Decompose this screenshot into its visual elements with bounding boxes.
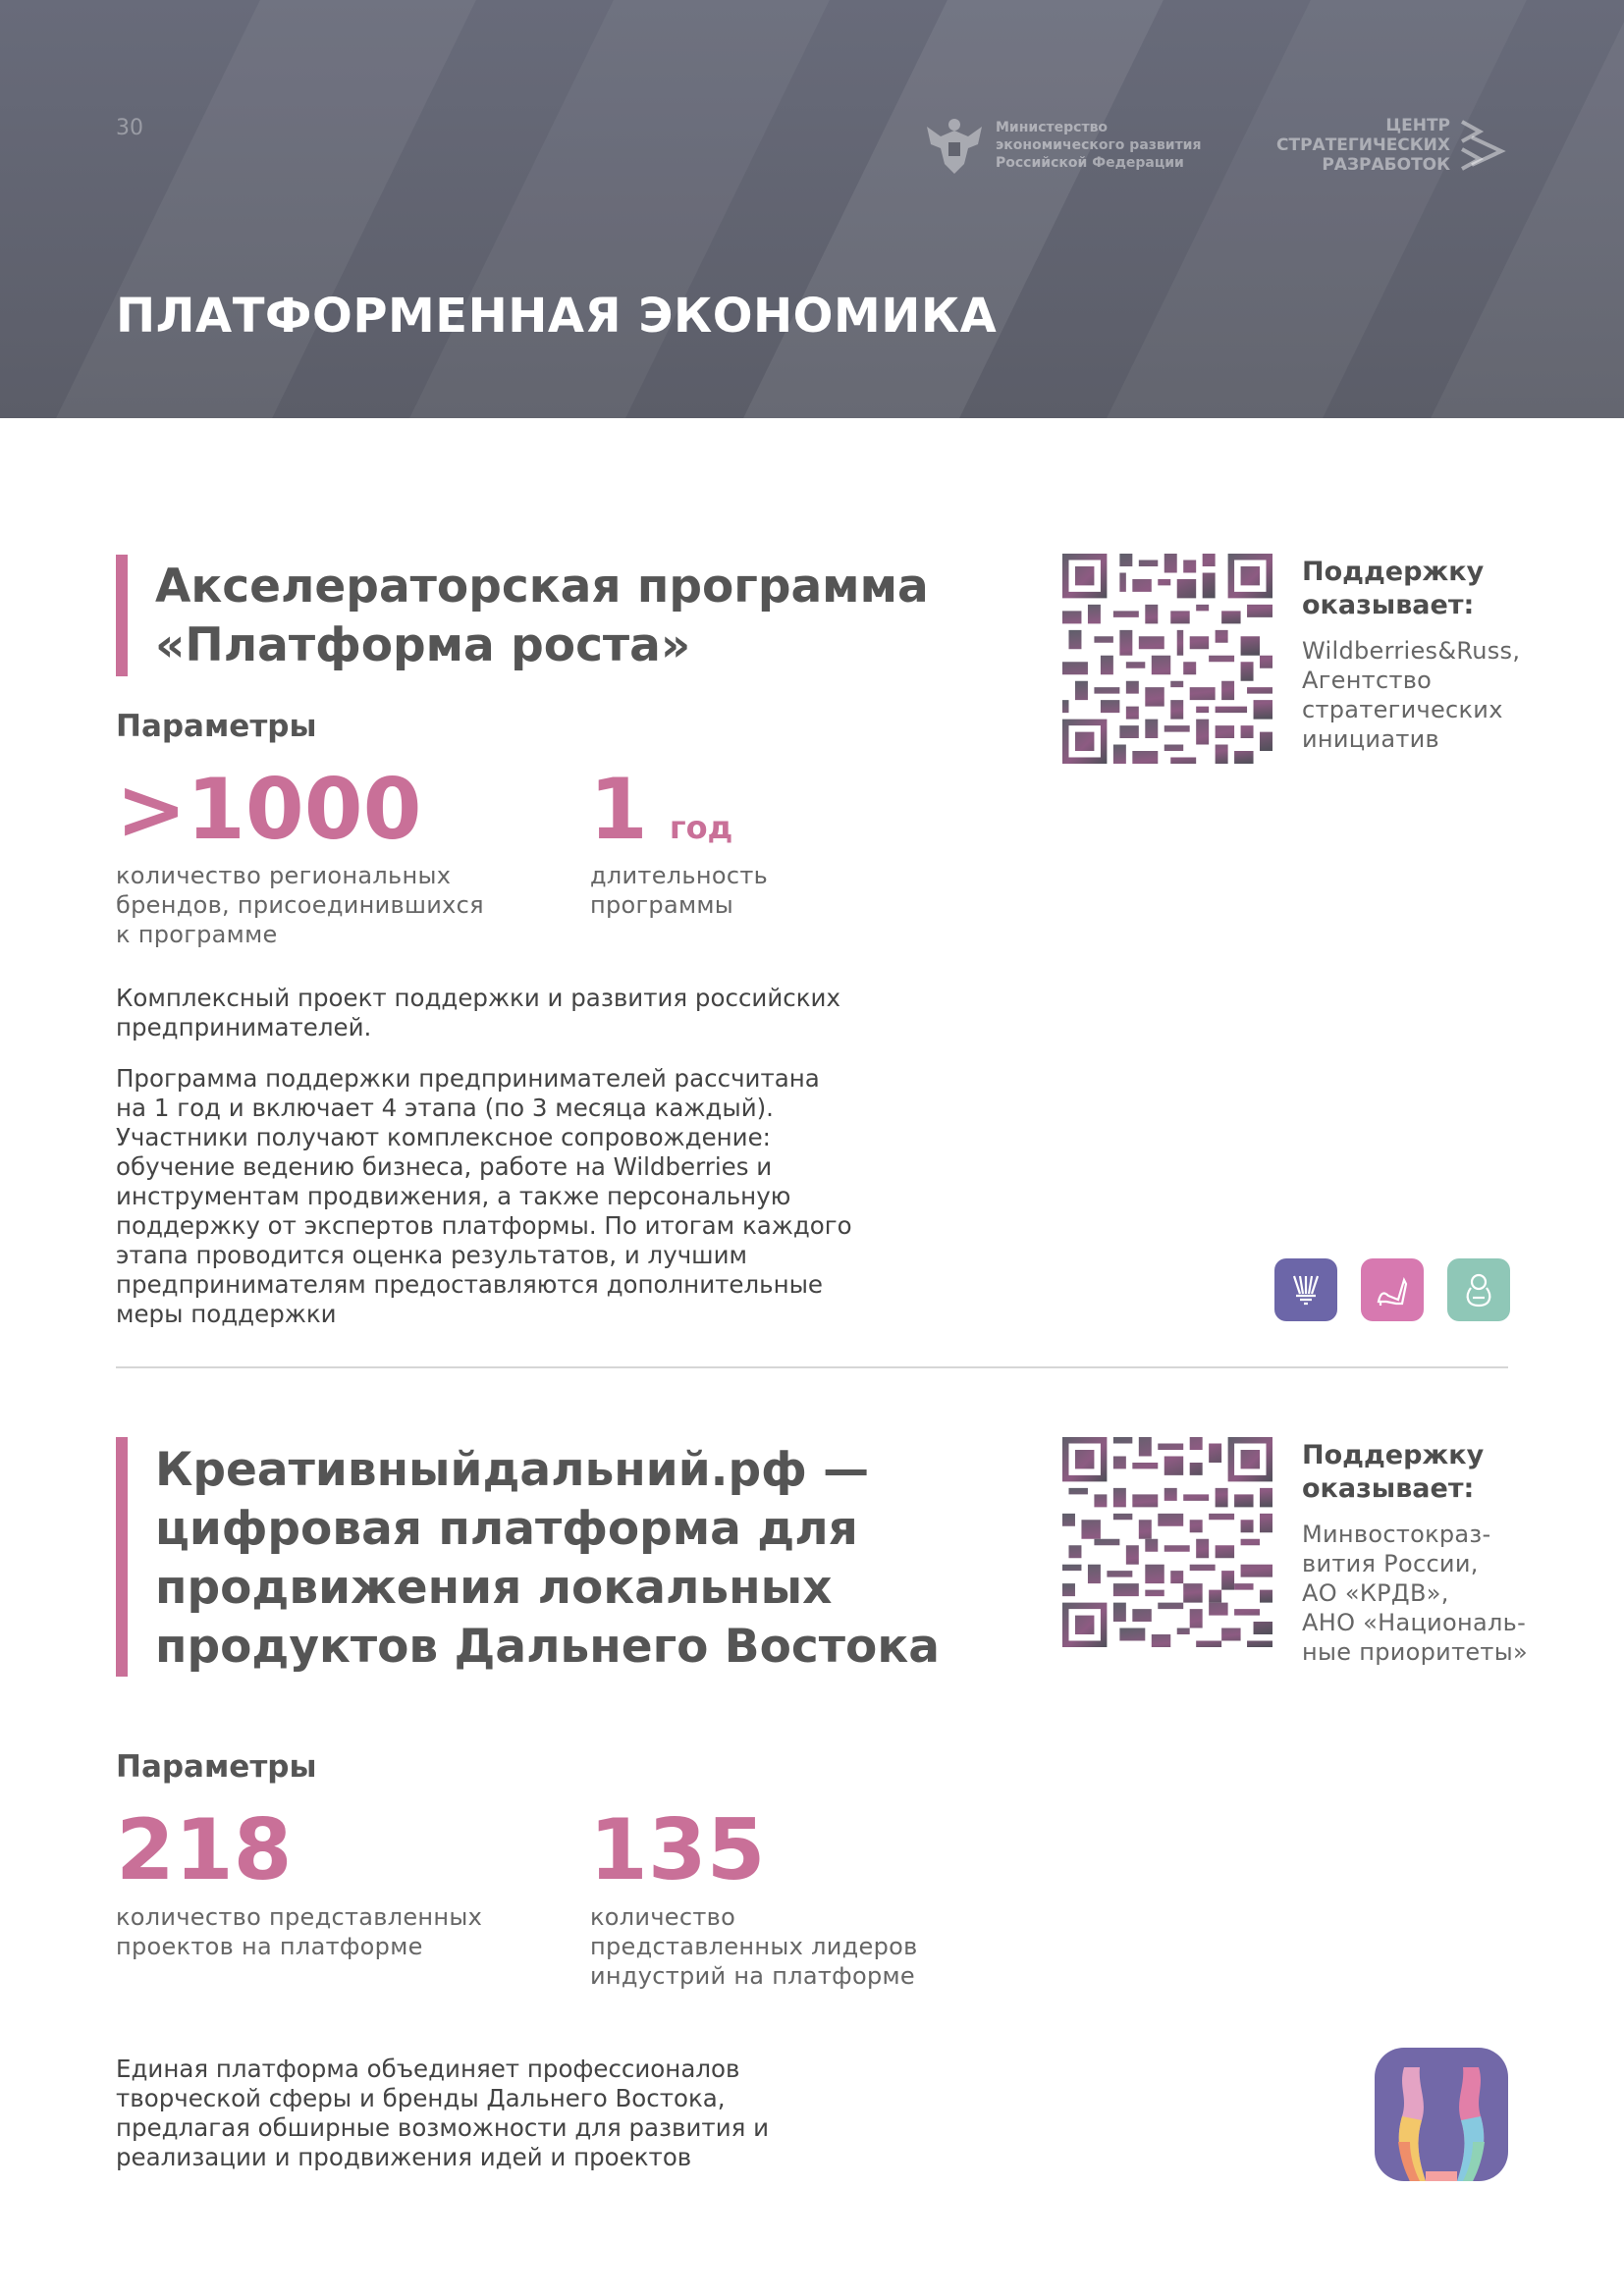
section2-support-heading: Поддержку оказывает: xyxy=(1302,1440,1485,1504)
section-divider xyxy=(116,1366,1508,1368)
section1-title: Акселераторская программа «Платформа роста» xyxy=(155,560,929,672)
section1-accent-bar xyxy=(116,555,128,676)
section2-qr-code[interactable] xyxy=(1062,1437,1272,1647)
csr-logo-text: ЦЕНТР СТРАТЕГИЧЕСКИХ РАЗРАБОТОК xyxy=(1276,116,1451,175)
matryoshka-icon xyxy=(1447,1258,1510,1321)
section2-stat1-desc: количество представленных проектов на платформе xyxy=(116,1903,483,1960)
section1-params-label: Параметры xyxy=(116,709,317,744)
section2-params-label: Параметры xyxy=(116,1749,317,1785)
section2-description-paragraph: Единая платформа объединяет профессионалов творческой сферы и бренды Дальнего Востока, предлагая обширные возможности для развития и реализации и продвижения идей и проектов xyxy=(116,2055,770,2171)
section1-qr-code[interactable] xyxy=(1062,554,1272,764)
section2-stat2-value: 135 xyxy=(589,1801,766,1899)
page-title: ПЛАТФОРМЕННАЯ ЭКОНОМИКА xyxy=(116,289,998,344)
high-heel-shoe-icon xyxy=(1361,1258,1424,1321)
csr-arrow-logo-icon xyxy=(1458,116,1509,175)
khokhloma-brush-icon xyxy=(1274,1258,1337,1321)
section1-stat1-desc: количество региональных брендов, присоединившихся к программе xyxy=(116,862,484,948)
section1-stat2-unit: год xyxy=(669,809,733,846)
section2-title: Креативныйдальний.рф — цифровая платформа для продвижения локальных продуктов Дальнего Востока xyxy=(155,1443,940,1674)
section2-stat1-value: 218 xyxy=(116,1801,293,1899)
section1-stat1-value: >1000 xyxy=(116,761,422,859)
section2-accent-bar xyxy=(116,1437,128,1677)
eagle-emblem-icon xyxy=(925,115,984,176)
section1-description-paragraph: Программа поддержки предпринимателей рассчитана на 1 год и включает 4 этапа (по 3 месяца каждый). Участники получают комплексное сопровождение: обучение ведению бизнеса, работе на Wildberries и инструментам продвижения, а также персональную поддержку от экспертов платформы. По итогам каждого этапа проводится оценка результатов, и лучшим предпринимателям предоставляются дополнительные меры поддержки xyxy=(116,1064,852,1328)
ministry-logo-text: Министерство экономического развития Российской Федерации xyxy=(996,120,1202,171)
section1-intro-paragraph: Комплексный проект поддержки и развития российских предпринимателей. xyxy=(116,984,840,1041)
page-number: 30 xyxy=(116,116,143,140)
header-banner xyxy=(0,0,1624,418)
ministry-logo xyxy=(925,114,1201,177)
csr-logo xyxy=(1276,114,1509,177)
creative-far-east-app-icon xyxy=(1375,2048,1508,2181)
section1-support-list: Wildberries&Russ, Агентство стратегических инициатив xyxy=(1302,637,1521,753)
section1-stat2 xyxy=(589,761,733,859)
section2-support-list: Минвостокраз- вития России, АО «КРДВ», АНО «Националь- ные приоритеты» xyxy=(1302,1521,1528,1666)
section2-stat2-desc: количество представленных лидеров индустрий на платформе xyxy=(590,1903,918,1990)
section1-support-heading: Поддержку оказывает: xyxy=(1302,557,1485,620)
section1-stat2-desc: длительность программы xyxy=(590,862,769,919)
section1-stat2-value: 1 xyxy=(589,761,648,859)
